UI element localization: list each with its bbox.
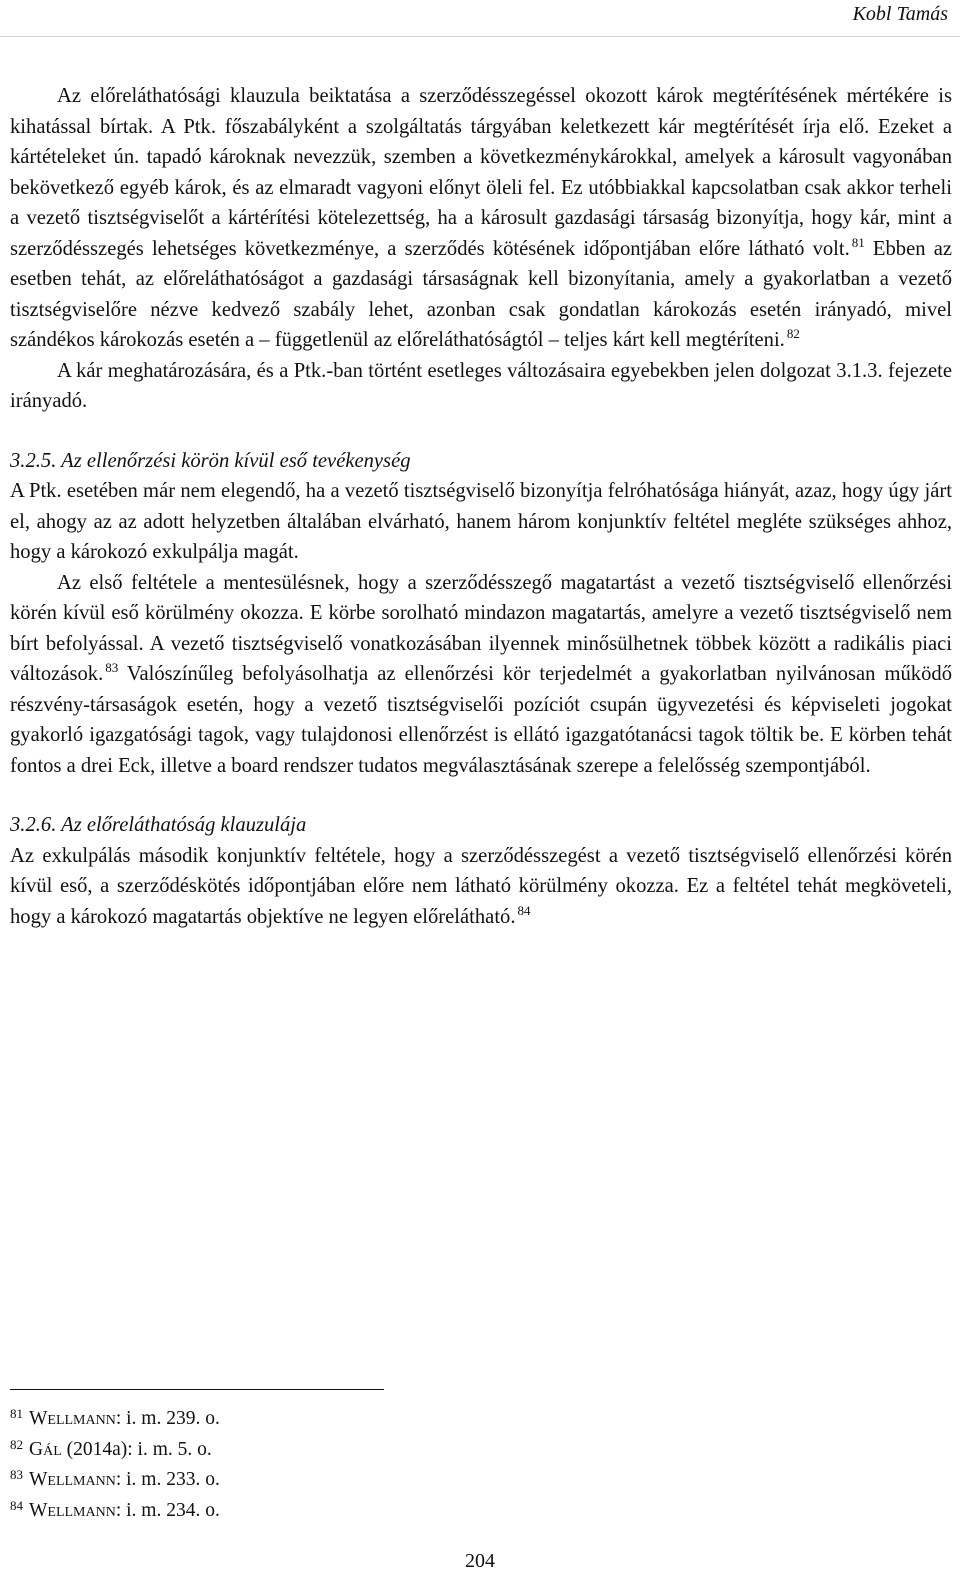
footnote-author: Wellmann: [29, 1408, 116, 1429]
footnote-citation: : i. m. 234. o.: [115, 1499, 220, 1521]
paragraph-text: Ebben az esetben tehát, az előreláthatóságot a gazdasági társaságnak kell bizonyítania, amely a gyakorlatban a vezető tisztségviselőre nézve kedvező szabály lehet, azonban csak gondatlan károkozás esetén irányadó, mivel szándékos károkozás esetén a – függetlenül az előreláthatóságtól – teljes kárt kell megtéríteni.: [10, 237, 952, 351]
paragraph-exculpation-conditions: A Ptk. esetében már nem elegendő, ha a vezető tisztségviselő bizonyítja felróhatósága hiányát, azaz, hogy úgy járt el, ahogy az az adott helyzetben általában elvárható, hanem három konjunktív feltétel megléte szükséges ahhoz, hogy a károkozó exkulpálja magát.: [10, 480, 952, 563]
page-number: 204: [465, 1550, 495, 1572]
footnote-citation: : i. m. 239. o.: [115, 1408, 220, 1429]
page-body: [10, 81, 952, 932]
footnotes: [10, 1389, 952, 1526]
section-gap: [10, 781, 952, 810]
footnote-author: Wellmann: [29, 1499, 116, 1521]
section-heading-3-2-6: 3.2.6. Az előreláthatóság klauzulája: [10, 814, 307, 836]
paragraph-damage-reference: A kár meghatározására, és a Ptk.-ban történt esetleges változásaira egyebekben jelen dolgozat 3.1.3. fejezete irányadó.: [10, 359, 952, 412]
footnote-author: Wellmann: [29, 1469, 116, 1490]
paragraph-text: Valószínűleg befolyásolhatja az ellenőrzési kör terjedelmét a gyakorlatban nyilvánosan működő részvény-társaságok esetén, hogy a vezető tisztségviselői pozíciót csupán ügyvezetési és képviseleti jogokat gyakorló igazgatósági tagok, vagy tulajdonosi ellenőrzést is ellátó igazgatótanácsi tagok töltik be. E körben tehát fontos a drei Eck, illetve a board rendszer tudatos megválasztásának szerepe a felelősség szempontjából.: [10, 663, 952, 777]
paragraph-text: Az exkulpálás második konjunktív feltétele, hogy a szerződésszegést a vezető tisztségviselő ellenőrzési körén kívül eső, a szerződéskötés időpontjában előre nem látható körülmény okozza. Ez a feltétel tehát megköveteli, hogy a károkozó magatartás objektíve ne legyen előrelátható.: [10, 844, 952, 928]
footnote-ref-83[interactable]: 83: [105, 660, 119, 675]
paragraph-control-sphere: [10, 568, 952, 782]
footnote-81: [10, 1404, 952, 1435]
footnote-author: Gál: [29, 1438, 62, 1460]
footnote-ref-84[interactable]: 84: [517, 902, 531, 918]
footnote-number: 82: [10, 1436, 23, 1452]
section-gap: [10, 417, 952, 446]
paragraph-text: Az első feltétele a mentesülésnek, hogy a szerződésszegő magatartást a vezető tisztségviselő ellenőrzési körén kívül eső körülmény okozza. E körbe sorolható mindazon magatartás, amelyre a vezető tisztségviselő nem bírt befolyással. A vezető tisztségviselő vonatkozásában ilyennek minősülhetnek többek között a radikális piaci változások.: [10, 571, 952, 685]
footnote-number: 81: [10, 1406, 23, 1421]
paragraph-foreseeability-damages: [10, 81, 952, 356]
footnote-ref-82[interactable]: 82: [786, 326, 800, 341]
paragraph-foreseeability-clause: [10, 841, 952, 933]
footnote-number: 83: [10, 1467, 23, 1482]
footnote-number: 84: [10, 1497, 23, 1513]
footnote-83: [10, 1465, 952, 1496]
footnote-84: [10, 1496, 952, 1527]
paragraph-text: Az előreláthatósági klauzula beiktatása a szerződésszegéssel okozott károk megtérítésének mértékére is kihatással bírtak. A Ptk. főszabályként a szolgáltatás tárgyában keletkezett kár megtérítését írja elő. Ezeket a kártételeket ún. tapadó károknak nevezzük, szemben a következménykárokkal, amelyek a károsult vagyonában bekövetkező egyéb károk, és az elmaradt vagyoni előnyt öleli fel. Ez utóbbiakkal kapcsolatban csak akkor terheli a vezető tisztségviselőt a kártérítési kötelezettség, ha a károsult gazdasági társaság bizonyítja, hogy kár, mint a szerződésszegés lehetséges következménye, a szerződés kötésének időpontjában előre látható volt.: [10, 85, 952, 260]
footnote-divider: [10, 1389, 384, 1390]
footnote-citation: (2014a): i. m. 5. o.: [61, 1438, 212, 1460]
footnote-ref-81[interactable]: 81: [851, 234, 865, 250]
section-heading-3-2-5: 3.2.5. Az ellenőrzési körön kívül eső tevékenység: [10, 449, 411, 472]
footnote-82: [10, 1435, 952, 1466]
running-header: [0, 0, 960, 37]
footnote-citation: : i. m. 233. o.: [115, 1469, 220, 1490]
header-author: Kobl Tamás: [852, 3, 948, 25]
